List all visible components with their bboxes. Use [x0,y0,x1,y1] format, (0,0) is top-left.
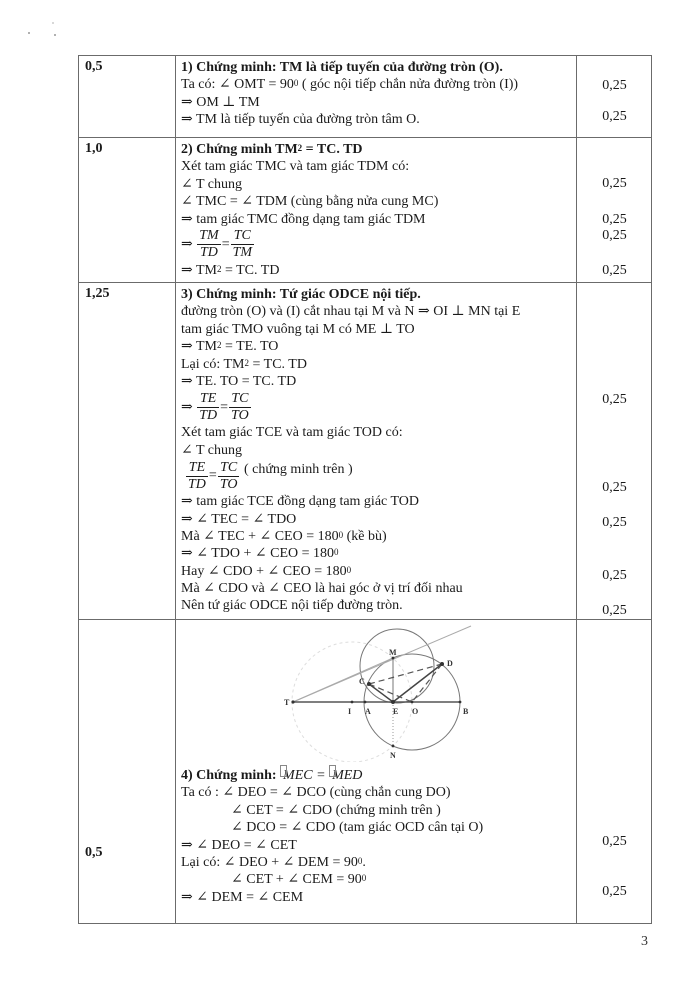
solution-line: Lại có: ∠ DEO + ∠ DEM = $90^0$. [181,854,366,870]
speck [28,32,30,34]
score: 0,25 [602,228,627,243]
score-cell [577,56,652,138]
solution-line: Lại có: $TM^2$ = TC. TD [181,356,307,372]
solution-line: tam giác TMO vuông tại M có ME ⊥ TO [181,321,415,337]
marking-scheme-table [78,55,652,924]
score: 0,25 [602,515,627,530]
solution-line: ∠ TMC = ∠ TDM (cùng bằng nửa cung MC) [181,194,439,210]
score: 0,25 [602,603,627,618]
solution-line: ⇒ OM ⊥ TM [181,94,260,110]
label-n: N [390,751,396,760]
label-b: B [463,707,469,716]
speck [54,34,56,36]
table-row [79,283,652,620]
fraction: $\frac{TE}{TD}$ [199,390,218,423]
label-m: M [389,648,397,657]
solution-line: ∠ CET + ∠ CEM = $90^0$ [231,872,367,888]
solution-line: ⇒ tam giác TCE đồng dạng tam giác TOD [181,494,420,510]
geometry-diagram [270,622,520,762]
points-cell: 1,25 [79,283,176,620]
points-cell: 0,5 [79,620,176,924]
fraction: $\frac{TC}{TO}$ [231,390,249,423]
solution-line: Xét tam giác TMC và tam giác TDM có: [181,159,410,175]
solution-line: ∠ T chung [181,442,242,458]
label-a: A [365,707,371,716]
solution-line: ∠ CET = ∠ CDO (chứng minh trên ) [231,802,441,818]
missing-glyph-icon [329,765,336,777]
solution-line: Mà ∠ CDO và ∠ CEO là hai góc ở vị trí đối nhau [181,581,463,597]
solution-line: Xét tam giác TCE và tam giác TOD có: [181,425,403,441]
points-cell: 1,0 [79,138,176,283]
score-cell [577,620,652,924]
score: 0,25 [602,480,627,495]
label-t: T [284,698,290,707]
solution-line: Ta có : ∠ DEO = ∠ DCO (cùng chắn cung DO) [181,785,451,801]
part-2-heading: 2) Chứng minh $TM^2$ = TC. TD [181,142,363,157]
missing-glyph-icon [280,765,287,777]
upper-circle [360,629,434,703]
solution-cell [176,138,577,283]
part-4-heading: 4) Chứng minh: MEC = MED [181,767,576,784]
page-number: 3 [641,934,648,949]
solution-line: ⇒ $TM^2$ = TE. TO [181,339,279,355]
score: 0,25 [602,78,627,93]
tangent-line [293,658,393,702]
speck [52,22,54,24]
score: 0,25 [602,212,627,227]
score: 0,25 [602,176,627,191]
solution-line: Mà ∠ TEC + ∠ CEO = $180^0$ (kề bù) [181,528,387,544]
label-e: E [393,707,399,716]
solution-line: Ta có: ∠ OMT = $90^0$ ( góc nội tiếp chắn nửa đường tròn (I)) [181,77,519,93]
solution-line: ⇒ ∠ TEC = ∠ TDO [181,511,297,527]
solution-line: ⇒ tam giác TMC đồng dạng tam giác TDM [181,211,426,227]
fraction-line: $\frac{TE}{TD}$ = $\frac{TC}{TO}$ ( chứng minh trên ) [188,459,353,492]
solution-line: Nên tứ giác ODCE nội tiếp đường tròn. [181,598,403,614]
score: 0,25 [602,392,627,407]
solution-line: ⇒ ∠ DEM = ∠ CEM [181,889,304,905]
solution-cell [176,56,577,138]
score: 0,25 [602,884,627,899]
fraction: $\frac{TC}{TM}$ [232,228,253,261]
fraction-line: ⇒ $\frac{TM}{TD}$ = $\frac{TC}{TM}$ [181,228,253,261]
score: 0,25 [602,834,627,849]
fraction-line: ⇒ $\frac{TE}{TD}$ = $\frac{TC}{TO}$ [181,390,249,423]
score-cell [577,283,652,620]
score: 0,25 [602,568,627,583]
part-3-heading: 3) Chứng minh: Tứ giác ODCE nội tiếp. [181,287,421,302]
table-row [79,138,652,283]
label-d: D [447,659,453,668]
solution-cell [176,283,577,620]
solution-line: ⇒ TE. TO = TC. TD [181,373,297,389]
label-i: I [348,707,352,716]
fraction: $\frac{TE}{TD}$ [188,459,206,492]
score: 0,25 [602,263,627,278]
solution-line: ⇒ ∠ DEO = ∠ CET [181,837,297,853]
solution-line: ⇒ TM là tiếp tuyến của đường tròn tâm O. [181,112,420,128]
solution-line: đường tròn (O) và (I) cắt nhau tại M và N ⇒ OI ⊥ MN tại E [181,304,521,320]
score-cell [577,138,652,283]
part-1-heading: 1) Chứng minh: TM là tiếp tuyến của đường tròn (O). [181,60,503,75]
solution-line: ⇒ $TM^2$ = TC. TD [181,262,280,278]
solution-line: ⇒ ∠ TDO + ∠ CEO = $180^0$ [181,546,339,562]
fraction: $\frac{TM}{TD}$ [199,228,219,261]
solution-line: ∠ T chung [181,176,242,192]
solution-line: ∠ DCO = ∠ CDO (tam giác OCD cân tại O) [231,820,484,836]
solution-line: Hay ∠ CDO + ∠ CEO = $180^0$ [181,563,352,579]
points-cell: 0,5 [79,56,176,138]
table-row [79,56,652,138]
label-c: C [359,677,365,686]
fraction: $\frac{TC}{TO}$ [219,459,238,492]
score: 0,25 [602,109,627,124]
label-o: O [412,707,419,716]
